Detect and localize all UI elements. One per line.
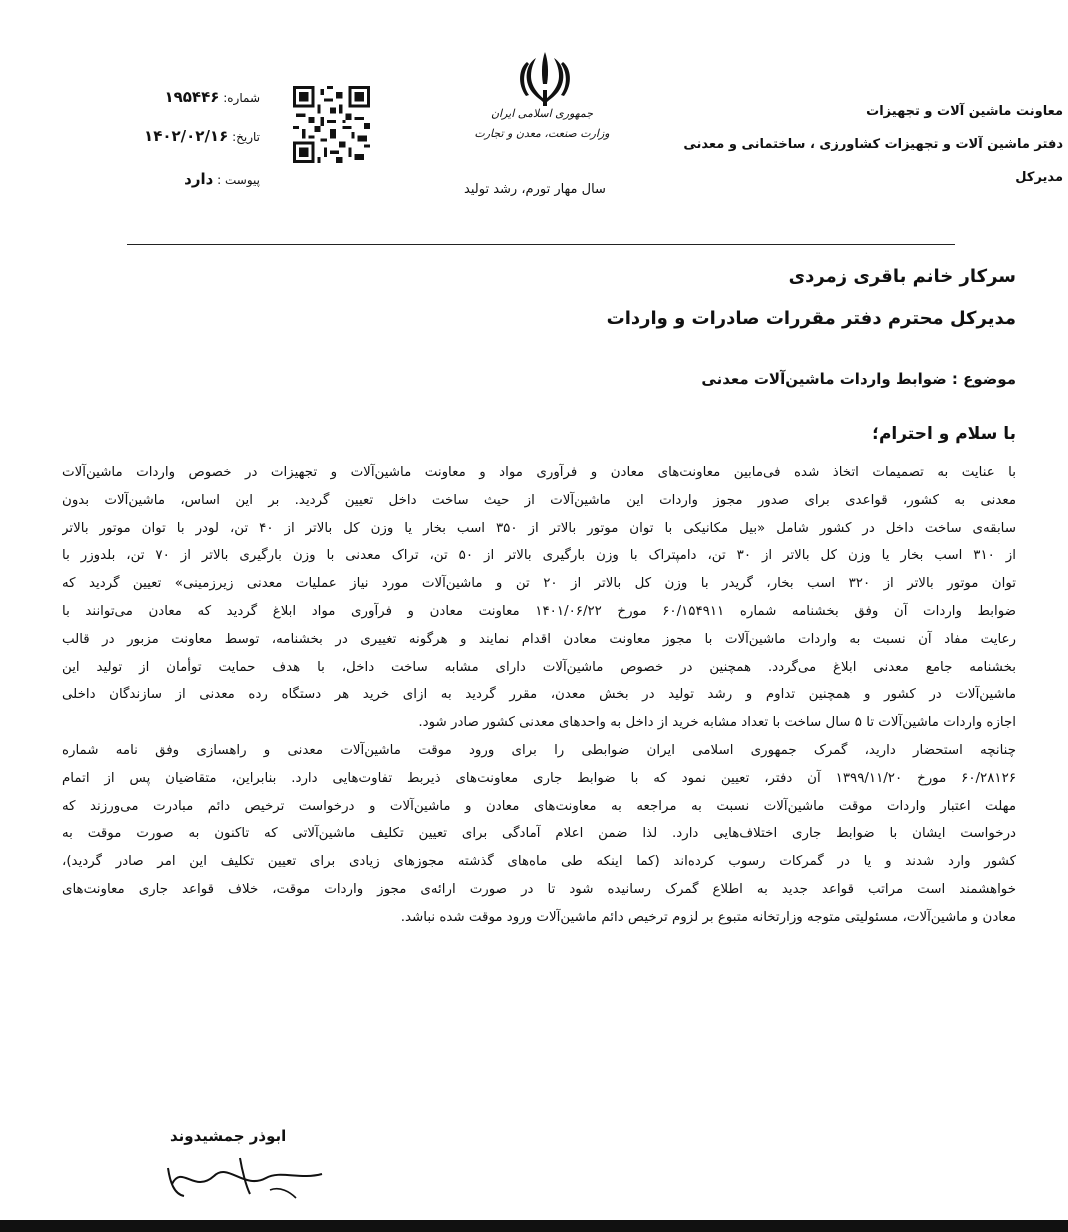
body-line: درخواست ایشان با ضوابط جاری اختلاف‌هایی دارد. لذا ضمن اعلام آمادگی برای تعیین تکلیف ماشین‌آلاتی که تاکنون به صورت موقت به (62, 826, 1016, 842)
recipient-title: مدیرکل محترم دفتر مقررات صادرات و واردات (606, 308, 1016, 329)
header-divider (127, 244, 955, 245)
body-line: مهلت اعتبار واردات موقت ماشین‌آلات نسبت به مراجعه به معاونت‌های معادن و ماشین‌آلات و درخواست ترخیص دائم مبادرت می‌ورزند که (62, 798, 1016, 814)
body-line: ۶۰/۲۸۱۲۶ مورخ ۱۳۹۹/۱۱/۲۰ آن دفتر، تعیین نمود که با ضوابط جاری معاونت‌های ذیربط تفاوت‌هایی دارد. بنابراین، متقاضیان پس از اتمام (62, 770, 1016, 786)
salutation: با سلام و احترام؛ (872, 424, 1016, 444)
body-line: بخشنامه جامع معدنی ابلاغ می‌گردد. همچنین در خصوص ماشین‌آلات دارای مشابه ساخت داخل، با هدف حمایت توأمان از تولید این (62, 659, 1016, 675)
body-line: رعایت مفاد آن نسبت به واردات ماشین‌آلات با مجوز معاونت معادن اقدام نمایند و هرگونه تغییری در بخشنامه، توسط معاونت مزبور در قالب (62, 631, 1016, 647)
body-line: خواهشمند است مراتب قواعد جدید به اطلاع گمرک رسانیده شود تا در صورت ارائه‌ی مجوز واردات موقت، خلاف قواعد جاری معاونت‌های (62, 881, 1016, 897)
letter-number-row (60, 88, 260, 106)
year-slogan: سال مهار تورم، رشد تولید (464, 182, 606, 197)
letter-date-row (60, 127, 260, 145)
body-line: کشور وارد شدند و یا در گمرکات رسوب کرده‌اند (کما اینکه طی ماه‌های گذشته مجوزهای زیادی برای تعیین تکلیف این امر صادر گردید)، (62, 854, 1016, 870)
letter-date: ۱۴۰۲/۰۲/۱۶ (144, 127, 229, 145)
emblem-line-2: وزارت صنعت، معدن و تجارت (474, 127, 610, 140)
ministry-title (462, 104, 622, 144)
body-line: با عنایت به تصمیمات اتخاذ شده فی‌مابین معاونت‌های معادن و فرآوری مواد و معاونت ماشین‌آلات و تجهیزات در خصوص واردات ماشین‌آلات (62, 465, 1016, 480)
body-line: اجازه واردات ماشین‌آلات تا ۵ سال ساخت با تعداد مشابه خرید از داخل به واحدهای معدنی کشور صادر شود. (418, 715, 1016, 731)
signature-scribble (162, 1150, 332, 1202)
body-line: معادن و ماشین‌آلات، مسئولیتی متوجه وزارتخانه متبوع بر لزوم ترخیص دائم ماشین‌آلات ورود موقت شده نباشد. (400, 909, 1016, 925)
body-line: سابقه‌ی ساخت داخل در کشور شامل «بیل مکانیکی با توان موتور بالاتر از ۳۵۰ اسب بخار یا وزن کل بالاتر از ۴۰ تن، لودر با توان موتور بالاتر (62, 520, 1016, 536)
issuer-header (643, 95, 1063, 194)
body-line: چنانچه استحضار دارید، گمرک جمهوری اسلامی ایران ضوابطی را برای ورود موقت ماشین‌آلات معدنی و راهسازی وفق نامه شماره (62, 742, 1016, 758)
iran-emblem-icon (514, 50, 576, 108)
letter-number-label: شماره: (223, 91, 260, 105)
body-line: از ۳۱۰ اسب بخار یا وزن کل بالاتر از ۳۰ تن، دامپتراک با وزن بارگیری بالاتر از ۵۰ تن، تراک معدنی با وزن بارگیری بالاتر از ۷۰ تن، بلدوزر با (62, 548, 1016, 564)
attachment-row (60, 170, 260, 188)
body-line: ضوابط واردات آن وفق بخشنامه شماره ۶۰/۱۵۴۹۱۱ مورخ ۱۴۰۱/۰۶/۲۲ معاونت معادن و فرآوری مواد ابلاغ گردید که معادن می‌توانند با (62, 603, 1016, 619)
letter-body (62, 459, 1016, 932)
signer-name: ابوذر جمشیدوند (170, 1127, 287, 1145)
issuer-role: مدیرکل (1015, 170, 1063, 185)
letter-date-label: تاریخ: (232, 130, 260, 144)
body-line: ماشین‌آلات در کشور و همچنین تداوم و رشد تولید در بخش معدن، مقرر گردید به ازای خرید هر دستگاه رده معدنی از سازندگان داخلی (62, 687, 1016, 703)
subject-line: موضوع : ضوابط واردات ماشین‌آلات معدنی (701, 370, 1016, 388)
issuer-office: دفتر ماشین آلات و تجهیزات کشاورزی ، ساختمانی و معدنی (683, 137, 1063, 152)
qr-code (293, 86, 370, 163)
letter-number: ۱۹۵۴۴۶ (164, 88, 220, 106)
body-line: توان موتور بالاتر از ۳۲۰ اسب بخار، گریدر با وزن کل بالاتر از ۲۰ تن و ماشین‌آلات مورد نیاز عملیات معدنی زیرزمینی» تعیین گردید که (62, 576, 1016, 592)
attachment-label: پیوست : (217, 173, 260, 187)
recipient-name: سرکار خانم باقری زمردی (788, 266, 1016, 287)
bottom-black-bar (0, 1220, 1068, 1232)
emblem-line-1: جمهوری اسلامی ایران (490, 107, 594, 120)
attachment-value: دارد (184, 170, 214, 188)
body-line: معدنی به کشور، قواعدی برای صدور مجوز واردات این ماشین‌آلات از حیث ساخت داخل تعیین گردید. بر این اساس، ماشین‌آلات بدون (62, 492, 1016, 508)
issuer-deputy: معاونت ماشین آلات و تجهیزات (866, 104, 1063, 119)
